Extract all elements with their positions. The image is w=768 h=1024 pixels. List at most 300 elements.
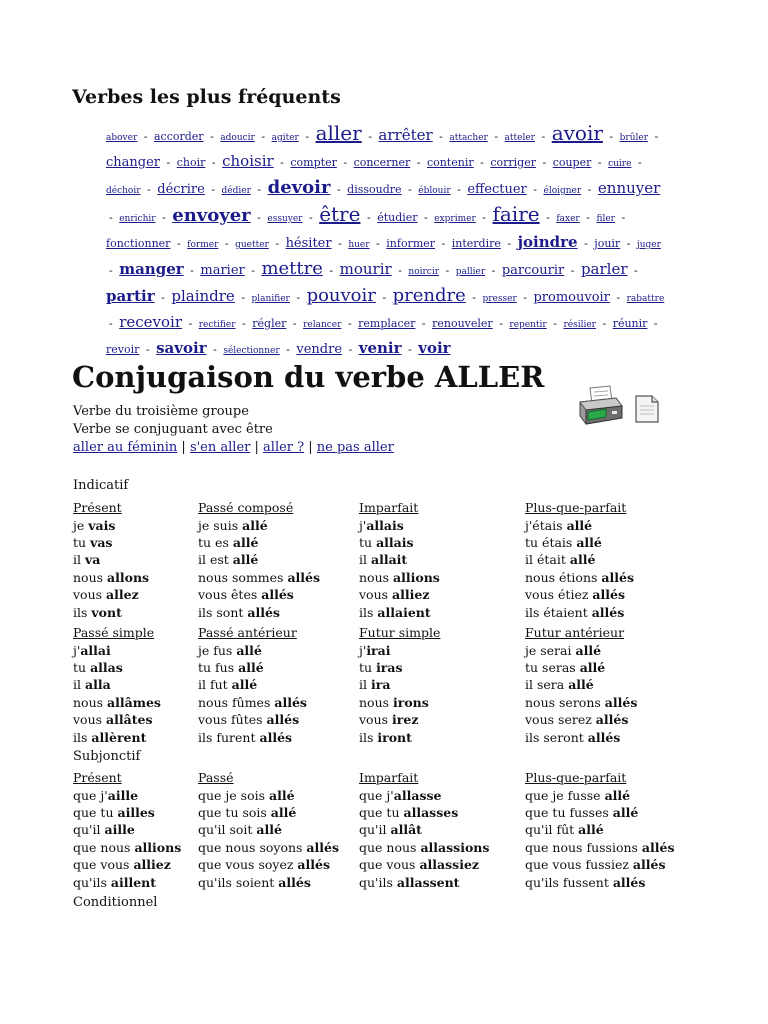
verb-separator: - xyxy=(348,343,353,356)
mood-subjonctif: Subjonctif xyxy=(73,749,141,764)
pronoun: que nous xyxy=(359,839,421,855)
tense-block xyxy=(198,624,307,746)
conjugation-row xyxy=(73,534,149,551)
tense-name: Futur antérieur xyxy=(525,625,625,640)
pronoun: que tu xyxy=(359,805,404,820)
pronoun: il xyxy=(359,677,371,693)
mood-indicatif: Indicatif xyxy=(73,478,129,493)
verb-separator: - xyxy=(553,317,557,330)
verb-form: vas xyxy=(90,535,113,550)
pronoun: qu'il fût xyxy=(525,822,579,838)
verb-link[interactable]: abover xyxy=(106,133,138,143)
verb-group: Verbe du troisième groupe xyxy=(73,404,249,419)
conjugation-row xyxy=(359,586,440,603)
verb-link[interactable]: noircir xyxy=(408,267,440,277)
verb-form: alliez xyxy=(392,587,430,603)
conjugation-row xyxy=(525,517,634,534)
pronoun: qu'ils xyxy=(359,874,397,890)
tense-name: Passé antérieur xyxy=(198,625,297,640)
pronoun: que tu fusses xyxy=(525,805,613,820)
verb-form: allasses xyxy=(403,805,459,820)
verb-form: allé xyxy=(575,642,602,658)
conjugation-row xyxy=(525,694,637,711)
tense-block xyxy=(359,499,440,621)
verb-form: vont xyxy=(91,604,122,620)
verb-link[interactable]: huer xyxy=(348,240,370,250)
pronoun: vous êtes xyxy=(198,587,262,603)
link-separator: | xyxy=(254,440,259,455)
verb-form: allé xyxy=(576,535,602,550)
verb-separator: - xyxy=(586,211,590,224)
tense-block xyxy=(73,624,161,746)
pronoun: je fus xyxy=(198,642,237,658)
pronoun: il fut xyxy=(198,677,232,693)
verb-separator: - xyxy=(541,130,546,143)
verb-separator: - xyxy=(166,156,171,169)
verb-form: allais xyxy=(366,517,404,533)
verb-link[interactable]: atteler xyxy=(504,133,535,143)
verb-separator: - xyxy=(162,211,166,224)
verb-link[interactable]: être xyxy=(319,202,361,226)
verb-separator: - xyxy=(305,130,310,143)
verb-link[interactable]: choir xyxy=(176,156,206,169)
verb-form: allèrent xyxy=(91,729,147,745)
pronoun: ils xyxy=(73,604,92,620)
conjugation-row xyxy=(198,604,320,621)
verb-form: allâmes xyxy=(107,694,161,710)
conjugation-row xyxy=(73,551,149,568)
verb-separator: - xyxy=(292,317,297,330)
verb-separator: - xyxy=(251,264,255,277)
verb-link[interactable]: choisir xyxy=(222,152,274,170)
mood-conditionnel: Conditionnel xyxy=(73,895,158,910)
verb-separator: - xyxy=(286,343,290,356)
verb-form: allé xyxy=(604,787,631,803)
verb-form: allés xyxy=(247,604,280,620)
tense-block xyxy=(525,624,637,746)
verb-form: va xyxy=(84,552,101,568)
pronoun: nous xyxy=(359,569,394,585)
tense-name: Plus-que-parfait xyxy=(525,500,627,515)
conjugation-row xyxy=(73,711,161,728)
verb-separator: - xyxy=(494,130,499,143)
verb-cloud xyxy=(106,122,672,363)
verb-separator: - xyxy=(261,130,266,143)
conjugation-row xyxy=(525,551,634,568)
verb-link[interactable]: rectifier xyxy=(198,320,236,330)
conjugation-row xyxy=(198,804,339,821)
tense-name: Passé composé xyxy=(198,500,294,515)
verb-link[interactable]: former xyxy=(187,240,219,250)
pronoun: ils xyxy=(359,729,378,745)
verb-link[interactable]: effectuer xyxy=(467,182,527,197)
verb-form: allions xyxy=(393,569,440,585)
pronoun: nous étions xyxy=(525,569,602,585)
verb-link[interactable]: mourir xyxy=(339,260,392,278)
pronoun: tu fus xyxy=(198,660,239,675)
verb-separator: - xyxy=(457,183,461,196)
pronoun: tu étais xyxy=(525,535,577,550)
variant-links xyxy=(73,440,394,455)
verb-separator: - xyxy=(421,317,426,330)
verb-form: allai xyxy=(80,642,111,658)
verb-form: vais xyxy=(88,517,116,533)
pronoun: nous fûmes xyxy=(198,694,275,710)
verb-link[interactable]: informer xyxy=(386,237,436,250)
link-aller-question[interactable]: aller ? xyxy=(263,440,305,455)
verb-separator: - xyxy=(275,237,280,250)
pronoun: tu es xyxy=(198,535,233,550)
verb-link[interactable]: revoir xyxy=(106,343,140,356)
pronoun: il xyxy=(359,552,371,568)
verb-link[interactable]: avoir xyxy=(551,121,603,145)
conjugation-row xyxy=(359,839,489,856)
verb-form: allas xyxy=(90,660,123,675)
conjugation-row xyxy=(73,694,161,711)
conjugation-row xyxy=(198,821,339,838)
verb-separator: - xyxy=(542,156,547,169)
pronoun: qu'ils soient xyxy=(198,874,279,890)
verb-link[interactable]: presser xyxy=(482,294,517,304)
verb-auxiliary: Verbe se conjuguant avec être xyxy=(73,422,273,437)
pronoun: qu'il xyxy=(73,822,105,838)
pronoun: ils xyxy=(73,729,92,745)
verb-separator: - xyxy=(654,130,659,143)
verb-link[interactable]: dissoudre xyxy=(347,183,402,196)
pronoun: nous xyxy=(73,694,108,710)
pronoun: qu'il xyxy=(359,822,391,838)
pronoun: que vous soyez xyxy=(198,857,298,873)
verb-link[interactable]: changer xyxy=(106,155,161,170)
tense-name: Passé xyxy=(198,770,234,785)
conjugation-row xyxy=(198,729,307,746)
verb-link[interactable]: planifier xyxy=(251,294,290,304)
conjugation-row xyxy=(359,711,440,728)
pronoun: il xyxy=(73,677,85,693)
verb-form: allés xyxy=(595,712,629,728)
verb-link[interactable]: pouvoir xyxy=(306,285,376,306)
conjugation-row xyxy=(359,874,489,891)
conjugation-row xyxy=(359,787,489,804)
pronoun: que je fusse xyxy=(525,787,605,803)
verb-separator: - xyxy=(338,237,342,250)
verb-separator: - xyxy=(634,264,638,277)
verb-separator: - xyxy=(190,264,194,277)
verb-separator: - xyxy=(280,156,284,169)
verb-link[interactable]: prendre xyxy=(392,285,466,306)
verb-form: allé xyxy=(569,552,596,568)
verb-separator: - xyxy=(507,237,512,250)
verb-link[interactable]: exprimer xyxy=(434,214,476,224)
conjugation-row xyxy=(359,676,440,693)
link-s-en-aller[interactable]: s'en aller xyxy=(189,440,251,455)
conjugation-row xyxy=(198,586,320,603)
pronoun: vous xyxy=(359,712,393,728)
verb-link[interactable]: réunir xyxy=(612,317,648,330)
conjugation-row xyxy=(359,856,489,873)
verb-separator: - xyxy=(368,130,372,143)
tense-name: Présent xyxy=(73,770,122,785)
verb-link[interactable]: résilier xyxy=(563,320,596,330)
verb-link[interactable]: cuire xyxy=(608,159,632,169)
verb-form: iras xyxy=(376,660,403,675)
pronoun: vous xyxy=(73,712,107,728)
verb-separator: - xyxy=(602,317,607,330)
pronoun: que tu xyxy=(73,805,118,820)
verb-link[interactable]: rabattre xyxy=(626,294,665,304)
pronoun: que je sois xyxy=(198,787,269,803)
verb-separator: - xyxy=(626,237,631,250)
pronoun: nous sommes xyxy=(198,569,288,585)
verb-separator: - xyxy=(145,343,150,356)
conjugation-row xyxy=(198,787,339,804)
pronoun: que nous soyons xyxy=(198,839,307,855)
conjugation-row xyxy=(198,517,320,534)
pronoun: que j' xyxy=(73,787,108,803)
verb-separator: - xyxy=(211,183,216,196)
verb-link[interactable]: arrêter xyxy=(378,126,433,144)
verb-form: allés xyxy=(274,694,307,710)
page-icon[interactable] xyxy=(633,394,661,424)
verb-form: alla xyxy=(84,677,111,693)
pronoun: que tu sois xyxy=(198,805,271,820)
verb-link[interactable]: essuyer xyxy=(267,214,303,224)
verb-link[interactable]: manger xyxy=(119,260,184,278)
verb-link[interactable]: promouvoir xyxy=(533,290,610,305)
verb-link[interactable]: savoir xyxy=(156,339,207,357)
tense-block xyxy=(73,499,149,621)
conjugation-row xyxy=(73,517,149,534)
verb-link[interactable]: contenir xyxy=(426,156,474,169)
frequent-verbs-title: Verbes les plus fréquents xyxy=(72,86,341,108)
tense-block xyxy=(73,769,181,891)
verb-link[interactable]: ennuyer xyxy=(597,179,661,197)
verb-link[interactable]: corriger xyxy=(490,156,536,169)
tense-name: Plus-que-parfait xyxy=(525,770,627,785)
pronoun: nous xyxy=(359,694,394,710)
verb-form: allés xyxy=(266,712,300,728)
pronoun: vous serez xyxy=(525,712,596,728)
printer-icon[interactable] xyxy=(576,384,624,428)
pronoun: nous xyxy=(73,569,108,585)
verb-link[interactable]: dédier xyxy=(221,186,251,196)
verb-link[interactable]: parcourir xyxy=(501,263,565,278)
verb-link[interactable]: faire xyxy=(492,202,540,226)
verb-link[interactable]: repentir xyxy=(509,320,547,330)
pronoun: ils étaient xyxy=(525,604,592,620)
verb-separator: - xyxy=(546,211,550,224)
verb-form: ailles xyxy=(117,805,155,820)
conjugation-row xyxy=(198,856,339,873)
conjugation-row xyxy=(525,729,637,746)
verb-link[interactable]: devoir xyxy=(267,177,331,198)
verb-link[interactable]: régler xyxy=(252,317,287,330)
conjugation-row xyxy=(525,676,637,693)
verb-separator: - xyxy=(109,211,113,224)
verb-link[interactable]: couper xyxy=(552,156,592,169)
conjugation-row xyxy=(73,659,161,676)
verb-link[interactable]: étudier xyxy=(377,211,418,224)
verb-separator: - xyxy=(491,264,496,277)
tense-block xyxy=(359,769,489,891)
verb-link[interactable]: agiter xyxy=(271,133,299,143)
verb-form: allé xyxy=(270,805,297,820)
conjugation-row xyxy=(73,856,181,873)
verb-link[interactable]: voir xyxy=(418,339,451,357)
conjugation-row xyxy=(525,659,637,676)
verb-link[interactable]: fonctionner xyxy=(106,237,171,250)
verb-separator: - xyxy=(211,156,216,169)
verb-separator: - xyxy=(347,317,352,330)
link-aller-feminin[interactable]: aller au féminin xyxy=(73,440,178,455)
conjugation-row xyxy=(525,787,675,804)
pronoun: que vous xyxy=(359,857,420,873)
verb-separator: - xyxy=(597,156,602,169)
verb-link[interactable]: marier xyxy=(200,263,245,278)
verb-link[interactable]: hésiter xyxy=(285,236,332,251)
verb-link[interactable]: venir xyxy=(358,339,402,357)
verb-link[interactable]: enrichir xyxy=(119,214,156,224)
verb-link[interactable]: joindre xyxy=(517,233,578,251)
verb-form: allés xyxy=(591,604,625,620)
conjugation-row xyxy=(359,821,489,838)
verb-link[interactable]: déchoir xyxy=(106,186,141,196)
tense-name: Passé simple xyxy=(73,625,155,640)
verb-link[interactable]: partir xyxy=(106,287,155,305)
verb-form: allés xyxy=(278,874,311,890)
pronoun: nous serons xyxy=(525,694,605,710)
pronoun: que nous xyxy=(73,839,135,855)
verb-form: allés xyxy=(306,839,339,855)
verb-link[interactable]: renouveler xyxy=(432,317,493,330)
verb-link[interactable]: brûler xyxy=(619,133,649,143)
verb-separator: - xyxy=(336,183,341,196)
verb-separator: - xyxy=(523,291,527,304)
verb-form: allé xyxy=(232,552,259,568)
verb-link[interactable]: pallier xyxy=(455,267,486,277)
verb-link[interactable]: éblouir xyxy=(418,186,451,196)
pronoun: je suis xyxy=(198,517,243,533)
verb-separator: - xyxy=(398,264,402,277)
verb-form: allés xyxy=(287,569,321,585)
verb-link[interactable]: parler xyxy=(580,260,628,278)
verb-form: allâtes xyxy=(106,712,153,728)
verb-form: allé xyxy=(568,677,594,693)
conjugation-row xyxy=(198,839,339,856)
conjugation-row xyxy=(525,874,675,891)
verb-separator: - xyxy=(408,183,412,196)
conjugation-row xyxy=(359,534,440,551)
page-title: Conjugaison du verbe ALLER xyxy=(72,360,545,394)
verb-link[interactable]: adoucir xyxy=(220,133,255,143)
verb-separator: - xyxy=(653,317,658,330)
pronoun: j' xyxy=(359,517,367,533)
verb-link[interactable]: recevoir xyxy=(119,313,183,331)
verb-link[interactable]: filer xyxy=(596,214,615,224)
verb-link[interactable]: interdire xyxy=(451,237,501,250)
verb-form: allés xyxy=(604,694,638,710)
conjugation-row xyxy=(525,839,675,856)
pronoun: que vous xyxy=(73,857,134,873)
verb-form: allions xyxy=(134,839,182,855)
tense-block xyxy=(198,499,320,621)
verb-separator: - xyxy=(621,211,626,224)
verb-link[interactable]: compter xyxy=(290,156,337,169)
verb-link[interactable]: sélectionner xyxy=(223,346,280,356)
verb-link[interactable]: relancer xyxy=(303,320,342,330)
verb-link[interactable]: concerner xyxy=(353,156,411,169)
conjugation-row xyxy=(198,874,339,891)
conjugation-row xyxy=(198,694,307,711)
verb-separator: - xyxy=(472,291,476,304)
verb-link[interactable]: accorder xyxy=(153,130,204,143)
conjugation-row xyxy=(525,804,675,821)
verb-link[interactable]: jouir xyxy=(594,237,621,250)
verb-form: allé xyxy=(269,787,295,803)
pronoun: vous xyxy=(73,587,107,603)
pronoun: tu xyxy=(359,535,377,550)
verb-form: allé xyxy=(236,642,262,658)
verb-form: aillent xyxy=(110,874,157,890)
verb-link[interactable]: faxer xyxy=(556,214,580,224)
pronoun: qu'ils xyxy=(73,874,111,890)
pronoun: que vous fussiez xyxy=(525,857,633,873)
verb-separator: - xyxy=(416,156,421,169)
conjugation-row xyxy=(198,642,307,659)
verb-link[interactable]: décrire xyxy=(157,182,205,197)
conjugation-row xyxy=(73,569,149,586)
verb-separator: - xyxy=(499,317,503,330)
pronoun: que j' xyxy=(359,787,394,803)
verb-link[interactable]: plaindre xyxy=(171,287,235,305)
conjugation-row xyxy=(359,604,440,621)
pronoun: je serai xyxy=(525,642,576,658)
verb-form: allé xyxy=(231,677,258,693)
verb-form: ira xyxy=(370,677,391,693)
conjugation-row xyxy=(198,551,320,568)
verb-form: allé xyxy=(232,535,259,550)
verb-link[interactable]: éloigner xyxy=(543,186,582,196)
verb-separator: - xyxy=(241,291,246,304)
conjugation-row xyxy=(73,821,181,838)
verb-separator: - xyxy=(308,211,313,224)
verb-link[interactable]: vendre xyxy=(296,342,343,357)
verb-form: allés xyxy=(587,729,621,745)
conjugation-row xyxy=(525,821,675,838)
verb-form: allés xyxy=(601,569,634,585)
verb-link[interactable]: guetter xyxy=(235,240,269,250)
verb-link[interactable]: mettre xyxy=(261,258,323,279)
verb-form: allés xyxy=(592,587,625,603)
link-ne-pas-aller[interactable]: ne pas aller xyxy=(316,440,394,455)
verb-separator: - xyxy=(366,211,371,224)
pronoun: vous étiez xyxy=(525,587,593,603)
verb-link[interactable]: aller xyxy=(315,121,362,145)
verb-form: allaient xyxy=(377,604,431,620)
verb-form: allé xyxy=(612,805,639,820)
verb-form: allât xyxy=(390,822,422,838)
verb-link[interactable]: juger xyxy=(636,240,661,250)
verb-form: allé xyxy=(238,660,264,675)
conjugation-row xyxy=(359,659,440,676)
verb-link[interactable]: attacher xyxy=(449,133,488,143)
verb-separator: - xyxy=(213,343,217,356)
verb-link[interactable]: envoyer xyxy=(172,205,251,226)
pronoun: qu'il soit xyxy=(198,822,257,838)
verb-separator: - xyxy=(109,317,113,330)
verb-link[interactable]: remplacer xyxy=(358,317,416,330)
verb-form: allait xyxy=(370,552,408,568)
